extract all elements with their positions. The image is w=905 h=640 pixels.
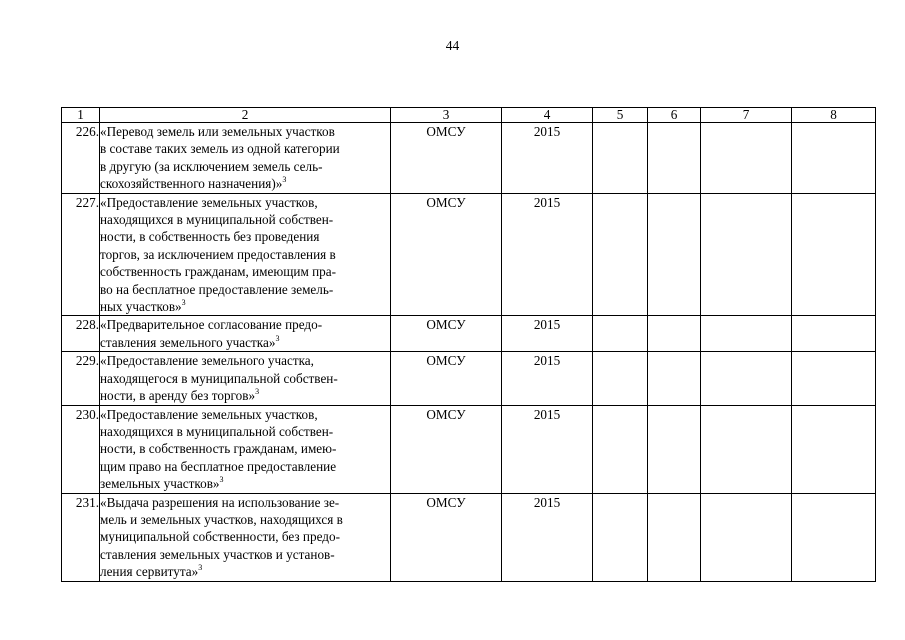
service-name-text: ных участков»	[100, 299, 182, 315]
empty-cell-col-7	[701, 316, 792, 352]
service-name-text: собственность гражданам, имеющим пра-	[100, 264, 336, 280]
year: 2015	[502, 123, 593, 194]
column-header: 1	[62, 108, 100, 123]
year: 2015	[502, 493, 593, 581]
service-name-text: земельных участков»	[100, 476, 220, 492]
column-header: 8	[792, 108, 876, 123]
empty-cell-col-6	[648, 316, 701, 352]
column-header: 7	[701, 108, 792, 123]
row-number: 226.	[62, 123, 100, 194]
empty-cell-col-7	[701, 123, 792, 194]
page-number: 44	[445, 38, 460, 53]
service-name-text: «Предоставление земельного участка,	[100, 353, 314, 369]
empty-cell-col-6	[648, 493, 701, 581]
service-name-line	[100, 440, 390, 457]
responsible-body: ОМСУ	[391, 405, 502, 493]
service-name-line	[100, 228, 390, 245]
empty-cell-col-5	[593, 405, 648, 493]
service-name-line	[100, 563, 390, 580]
empty-cell-col-5	[593, 193, 648, 316]
year: 2015	[502, 352, 593, 405]
responsible-body: ОМСУ	[391, 316, 502, 352]
service-name-text: ставления земельных участков и установ-	[100, 546, 335, 562]
empty-cell-col-8	[792, 123, 876, 194]
empty-cell-col-6	[648, 352, 701, 405]
empty-cell-col-5	[593, 352, 648, 405]
service-name-line	[100, 511, 390, 528]
service-name-line	[100, 281, 390, 298]
service-name-text: в другую (за исключением земель сель-	[100, 158, 323, 174]
service-name-line	[100, 123, 390, 140]
footnote-marker: 3	[282, 175, 287, 185]
service-name-line	[100, 458, 390, 475]
row-number: 229.	[62, 352, 100, 405]
table-row	[62, 352, 876, 405]
service-name	[100, 123, 391, 194]
row-number: 227.	[62, 193, 100, 316]
service-name-line	[100, 370, 390, 387]
service-name-text: «Перевод земель или земельных участков	[100, 124, 335, 139]
year: 2015	[502, 316, 593, 352]
empty-cell-col-8	[792, 352, 876, 405]
service-name-line	[100, 406, 390, 423]
service-name-text: щим право на бесплатное предоставление	[100, 458, 337, 474]
service-name-line	[100, 140, 390, 157]
empty-cell-col-5	[593, 493, 648, 581]
responsible-body: ОМСУ	[391, 123, 502, 194]
year: 2015	[502, 405, 593, 493]
row-number: 231.	[62, 493, 100, 581]
service-name-text: находящихся в муниципальной собствен-	[100, 212, 334, 228]
service-name	[100, 193, 391, 316]
footnote-marker: 3	[181, 298, 186, 308]
empty-cell-col-8	[792, 316, 876, 352]
service-name-line	[100, 528, 390, 545]
footnote-marker: 3	[275, 333, 280, 343]
service-name-line	[100, 352, 390, 369]
service-name-text: находящихся в муниципальной собствен-	[100, 423, 334, 439]
service-name	[100, 352, 391, 405]
service-name-line	[100, 387, 390, 404]
year: 2015	[502, 193, 593, 316]
empty-cell-col-8	[792, 193, 876, 316]
service-name-text: во на бесплатное предоставление земель-	[100, 281, 334, 297]
responsible-body: ОМСУ	[391, 352, 502, 405]
column-header: 5	[593, 108, 648, 123]
column-header: 2	[100, 108, 391, 123]
table-row	[62, 123, 876, 194]
empty-cell-col-7	[701, 352, 792, 405]
service-name-text: ставления земельного участка»	[100, 334, 276, 350]
row-number: 228.	[62, 316, 100, 352]
service-name-text: ности, в аренду без торгов»	[100, 388, 256, 404]
table-row	[62, 316, 876, 352]
header-row	[62, 108, 876, 123]
service-name-line	[100, 298, 390, 315]
table-body	[62, 123, 876, 582]
service-name-line	[100, 175, 390, 192]
responsible-body: ОМСУ	[391, 193, 502, 316]
service-name-text: ности, в собственность без проведения	[100, 229, 320, 245]
service-name-line	[100, 494, 390, 511]
service-name-text: «Предоставление земельных участков,	[100, 406, 318, 422]
column-header: 4	[502, 108, 593, 123]
service-name	[100, 316, 391, 352]
service-name-text: «Предоставление земельных участков,	[100, 194, 318, 210]
service-name-line	[100, 246, 390, 263]
empty-cell-col-8	[792, 493, 876, 581]
service-name-text: торгов, за исключением предоставления в	[100, 246, 336, 262]
empty-cell-col-6	[648, 123, 701, 194]
service-name-text: «Выдача разрешения на использование зе-	[100, 494, 340, 510]
service-name	[100, 405, 391, 493]
service-name-line	[100, 475, 390, 492]
empty-cell-col-5	[593, 316, 648, 352]
service-name-text: муниципальной собственности, без предо-	[100, 529, 340, 545]
table-row	[62, 193, 876, 316]
empty-cell-col-6	[648, 405, 701, 493]
services-table	[61, 107, 876, 582]
service-name-line	[100, 316, 390, 333]
service-name-line	[100, 334, 390, 351]
empty-cell-col-5	[593, 123, 648, 194]
column-header: 6	[648, 108, 701, 123]
footnote-marker: 3	[198, 563, 203, 573]
service-name-text: скохозяйственного назначения)»	[100, 176, 283, 192]
column-header: 3	[391, 108, 502, 123]
service-name-text: находящегося в муниципальной собствен-	[100, 370, 338, 386]
empty-cell-col-7	[701, 493, 792, 581]
service-name-line	[100, 211, 390, 228]
service-name	[100, 493, 391, 581]
service-name-line	[100, 423, 390, 440]
service-name-line	[100, 263, 390, 280]
footnote-marker: 3	[219, 475, 224, 485]
table-row	[62, 405, 876, 493]
empty-cell-col-8	[792, 405, 876, 493]
footnote-marker: 3	[255, 387, 260, 397]
service-name-line	[100, 546, 390, 563]
service-name-text: в составе таких земель из одной категории	[100, 141, 340, 157]
empty-cell-col-7	[701, 193, 792, 316]
empty-cell-col-6	[648, 193, 701, 316]
service-name-line	[100, 158, 390, 175]
service-name-text: ления сервитута»	[100, 564, 199, 580]
service-name-text: «Предварительное согласование предо-	[100, 317, 323, 333]
service-name-text: мель и земельных участков, находящихся в	[100, 511, 343, 527]
row-number: 230.	[62, 405, 100, 493]
table-row	[62, 493, 876, 581]
responsible-body: ОМСУ	[391, 493, 502, 581]
service-name-text: ности, в собственность гражданам, имею-	[100, 441, 337, 457]
empty-cell-col-7	[701, 405, 792, 493]
service-name-line	[100, 194, 390, 211]
